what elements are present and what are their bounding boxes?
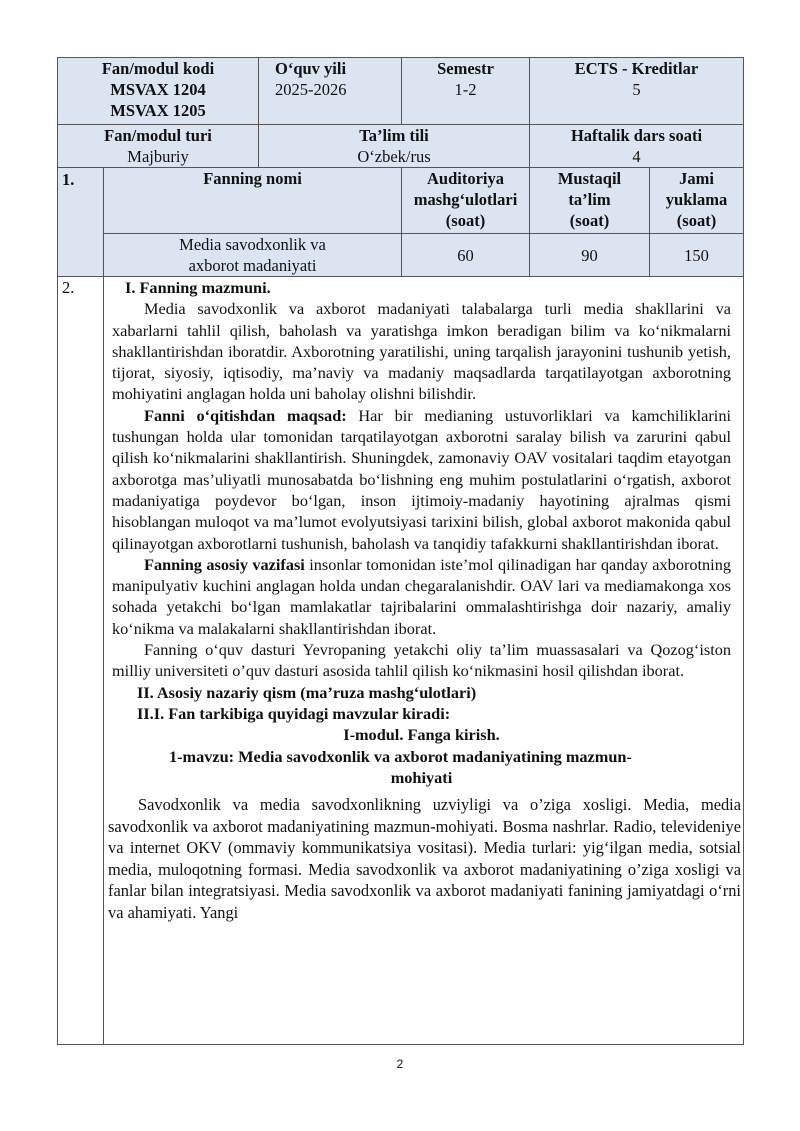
- topic-title: 1-mavzu: Media savodxonlik va axborot madaniyatining mazmun-: [169, 746, 632, 766]
- independent-label-line: Mustaqil: [557, 169, 622, 188]
- academic-year-value: 2025-2026: [275, 80, 347, 99]
- subject-name-label: Fanning nomi: [203, 169, 302, 188]
- weekly-hours-label: Haftalik dars soati: [570, 126, 703, 145]
- header-row-1: [58, 58, 744, 125]
- auditorium-label-line: (soat): [445, 211, 486, 230]
- section-title: II. Asosiy nazariy qism (ma’ruza mashg‘ulotlari): [137, 682, 477, 702]
- paragraph: Media savodxonlik va axborot madaniyati talabalarga turli media shakllarini va xabarlarni tahlil qilish, baholash va yaratishga imkon beradigan bilim va ko‘nikmalarni shakllantirishdan iboratdir. Axborotning yaratilishi, uning tarqalish jarayonini tushunib yetish, tijorat, siyosiy, iqtisodiy, ma’naviy va madaniy maqsadlarda tarqatilayotgan axborotning mohiyatini anglagan holda uni baholay olishni bilishdir.: [112, 299, 731, 404]
- header-row-2: [58, 125, 744, 168]
- paragraph-text: Har bir medianing ustuvorliklari va kamchiliklarini tushungan holda ular tomonidan tarqatilayotgan axborotni saralay bilish va zarurini qabul qilish ko‘nikmalarini shakllantirish. Shuningdek, zamonaviy OAV vositalari taqdim etayotgan axborotga mas’uliyatli munosabatda bo‘lishning eng muhim postulatlarini o‘rgatish, axborot madaniyatiga poydevor bo‘lgan, inson ijtimoiy-madaniy hayotining ajralmas qismi hisoblangan muloqot va ma’lumot evolyutsiyasi tarixini bilish, global axborot makonida qabul qilinayotgan axborotlarni tushunish, baholash va tanqidiy tafakkurni shakllantirishdan iborat.: [112, 405, 731, 553]
- total-label-line: Jami: [679, 169, 714, 188]
- subject-values-row: [58, 234, 744, 277]
- topic-body: [104, 788, 743, 923]
- auditorium-label-line: Auditoriya: [426, 169, 504, 188]
- row-number: 2.: [58, 277, 104, 1045]
- ects-label: ECTS - Kreditlar: [574, 59, 699, 78]
- semester-value: 1-2: [454, 80, 477, 99]
- page-number: 2: [396, 1057, 404, 1071]
- paragraph: Fanning o‘quv dasturi Yevropaning yetakchi oliy ta’lim muassasalari va Qozog‘iston milliy universiteti o’quv dasturi asosida tahlil qilish ko‘nikmasini hosil qilishdan iborat.: [112, 640, 731, 681]
- subject-name-header: [104, 168, 402, 234]
- module-code-value: MSVAX 1205: [110, 101, 206, 120]
- independent-label-line: ta’lim: [568, 190, 611, 209]
- paragraph: [112, 405, 731, 554]
- total-hours: 150: [650, 234, 744, 277]
- language-label: Ta’lim tili: [359, 126, 429, 145]
- ects-value: 5: [632, 80, 641, 99]
- module-title: I-modul. Fanga kirish.: [343, 725, 500, 745]
- independent-label-line: (soat): [569, 211, 610, 230]
- paragraph-lead: Fanni o‘qitishdan maqsad:: [144, 405, 347, 425]
- section-title: I. Fanning mazmuni.: [125, 278, 271, 297]
- module-type-value: Majburiy: [127, 147, 189, 166]
- academic-year-cell: [259, 58, 402, 125]
- module-code-label: Fan/modul kodi: [101, 59, 215, 78]
- content-cell: [104, 277, 744, 1045]
- auditorium-label-line: mashg‘ulotlari: [413, 190, 518, 209]
- total-label-line: yuklama: [665, 190, 728, 209]
- language-cell: [259, 125, 530, 168]
- content-body: [104, 277, 743, 788]
- ects-cell: [530, 58, 744, 125]
- auditorium-header: [402, 168, 530, 234]
- total-label-line: (soat): [676, 211, 717, 230]
- paragraph: Savodxonlik va media savodxonlikning uzviyligi va o’ziga xosligi. Media, media savodxonlik va axborot madaniyatining mazmun-mohiyati. Bosma nashrlar. Radio, televideniye va internet OKV (ommaviy kommunikatsiya vositasi). Media turlari: yig‘ilgan media, sotsial media, muloqotning formasi. Media savodxonlik va axborot madaniyatining o’ziga xosligi va fanlar bilan integratsiyasi. Media savodxonlik va axborot madaniyati fanining jamiyatdagi o‘rni va ahamiyati. Yangi: [108, 795, 741, 922]
- language-value: O‘zbek/rus: [357, 147, 431, 166]
- paragraph-lead: Fanning asosiy vazifasi: [144, 554, 305, 574]
- subject-name-cell: [104, 234, 402, 277]
- module-type-label: Fan/modul turi: [104, 126, 212, 145]
- weekly-hours-value: 4: [632, 147, 641, 166]
- subject-header-row: [58, 168, 744, 234]
- topic-title: mohiyati: [390, 767, 453, 787]
- content-row: [58, 277, 744, 1045]
- academic-year-label: O‘quv yili: [275, 59, 347, 78]
- module-code-value: MSVAX 1204: [110, 80, 206, 99]
- section-subtitle: II.I. Fan tarkibiga quyidagi mavzular kiradi:: [137, 703, 451, 723]
- auditorium-hours: 60: [402, 234, 530, 277]
- paragraph-text: insonlar tomonidan iste’mol qilinadigan har qanday axborotning manipulyativ kuchini anglagan holda undan chegaralanishdir. OAV lari va mediamakonga xos sohada yetakchi bo‘lgan mamlakatlar tajribalarini ommalashtirishga doir nazariy, amaliy ko‘nikma va malakalarni shakllantirishdan iborat.: [112, 554, 731, 638]
- independent-study-header: [530, 168, 650, 234]
- module-type-cell: [58, 125, 259, 168]
- row-number: 1.: [58, 168, 104, 277]
- semester-label: Semestr: [437, 59, 494, 78]
- module-code-cell: [58, 58, 259, 125]
- subject-name-line: Media savodxonlik va: [179, 235, 326, 254]
- independent-hours: 90: [530, 234, 650, 277]
- weekly-hours-cell: [530, 125, 744, 168]
- semester-cell: [402, 58, 530, 125]
- course-syllabus-table: [57, 57, 744, 1045]
- document-page: [57, 57, 743, 1045]
- total-load-header: [650, 168, 744, 234]
- subject-name-line: axborot madaniyati: [188, 256, 317, 275]
- paragraph: [112, 554, 731, 639]
